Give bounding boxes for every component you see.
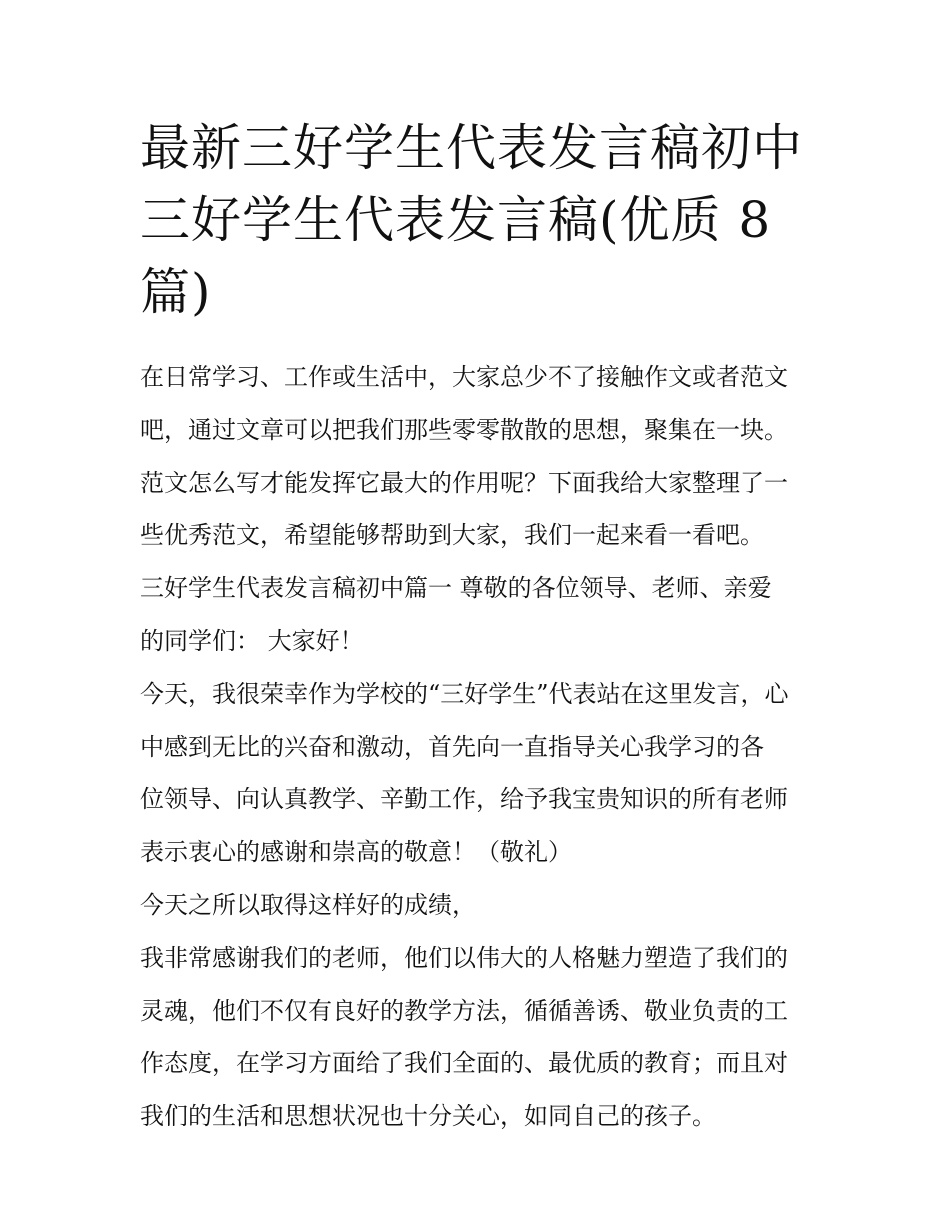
body-line: 在日常学习、工作或生活中，大家总少不了接触作文或者范文 bbox=[140, 363, 788, 391]
body-line: 的同学们： 大家好！ bbox=[140, 626, 364, 655]
body-line: 作态度，在学习方面给了我们全面的、最优质的教育；而且对 bbox=[140, 1049, 788, 1078]
title-line: 最新三好学生代表发言稿初中 bbox=[140, 119, 803, 177]
body-line: 些优秀范文，希望能够帮助到大家，我们一起来看一看吧。 bbox=[140, 521, 764, 550]
body-line: 中感到无比的兴奋和激动，首先向一直指导关心我学习的各 bbox=[140, 732, 764, 761]
body-line: 今天，我很荣幸作为学校的“三好学生”代表站在这里发言，心 bbox=[140, 679, 789, 708]
body-line: 我们的生活和思想状况也十分关心，如同自己的孩子。 bbox=[140, 1102, 716, 1131]
document-title bbox=[140, 112, 830, 328]
body-line: 三好学生代表发言稿初中篇一 尊敬的各位领导、老师、亲爱 bbox=[140, 574, 772, 603]
body-line: 今天之所以取得这样好的成绩， bbox=[140, 890, 476, 919]
title-line: 三好学生代表发言稿(优质 8 bbox=[140, 191, 772, 249]
body-line: 我非常感谢我们的老师，他们以伟大的人格魅力塑造了我们的 bbox=[140, 943, 788, 972]
body-line: 位领导、向认真教学、辛勤工作，给予我宝贵知识的所有老师 bbox=[140, 785, 788, 814]
document-body bbox=[140, 351, 840, 1143]
body-line: 吧，通过文章可以把我们那些零零散散的思想，聚集在一块。 bbox=[140, 415, 788, 444]
title-line: 篇) bbox=[140, 263, 212, 321]
body-line: 范文怎么写才能发挥它最大的作用呢？下面我给大家整理了一 bbox=[140, 468, 788, 497]
body-line: 灵魂，他们不仅有良好的教学方法，循循善诱、敬业负责的工 bbox=[140, 996, 788, 1025]
body-line: 表示衷心的感谢和崇高的敬意！（敬礼） bbox=[140, 838, 572, 867]
